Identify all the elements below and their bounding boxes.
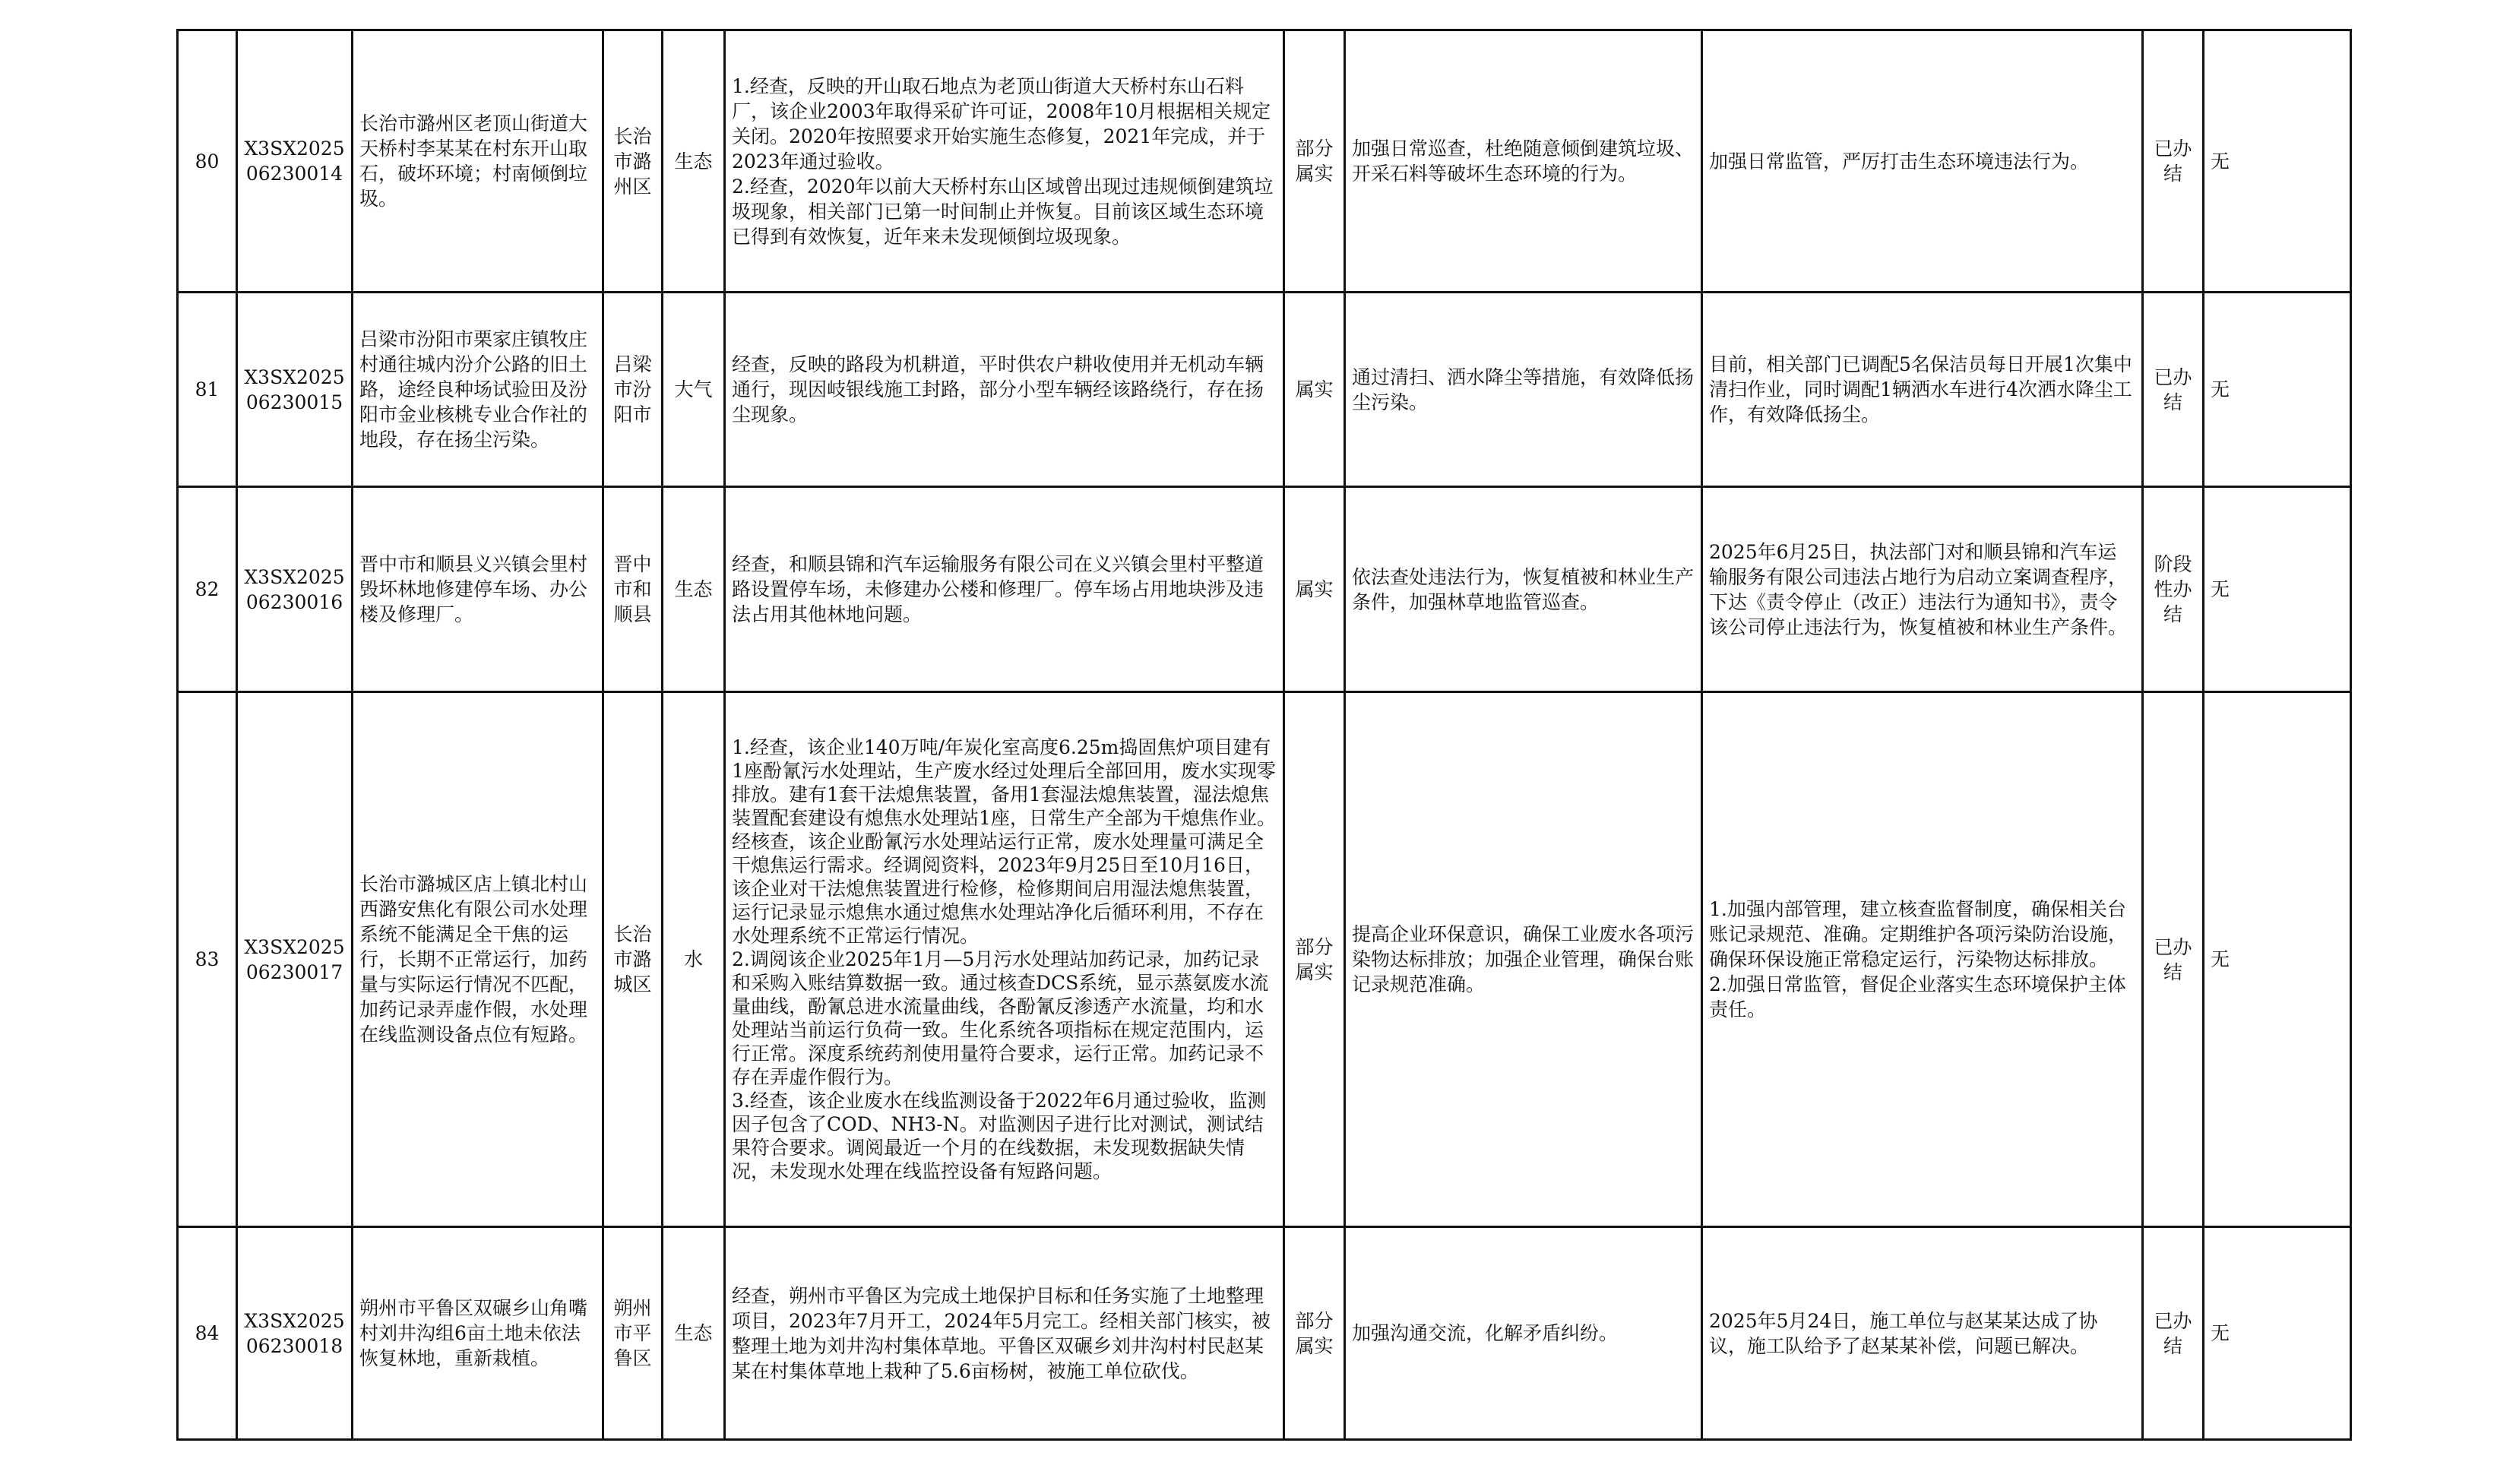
pollution-type: 生态 <box>663 487 725 692</box>
table-row <box>178 692 2351 1227</box>
rectification-progress: 目前，相关部门已调配5名保洁员每日开展1次集中清扫作业，同时调配1辆洒水车进行4次洒水降尘工作，有效降低扬尘。 <box>1702 293 2143 487</box>
investigation-finding: 1.经查，反映的开山取石地点为老顶山街道大天桥村东山石料厂，该企业2003年取得采矿许可证，2008年10月根据相关规定关闭。2020年按照要求开始实施生态修复，2021年完成，并于2023年通过验收。 2.经查，2020年以前大天桥村东山区域曾出现过违规倾倒建筑垃圾现象，相关部门已第一时间制止并恢复。目前该区域生态环境已得到有效恢复，近年来未发现倾倒垃圾现象。 <box>725 30 1284 293</box>
completion-status: 已办结 <box>2143 293 2204 487</box>
rectification-progress: 加强日常监管，严厉打击生态环境违法行为。 <box>1702 30 2143 293</box>
investigation-finding: 经查，反映的路段为机耕道，平时供农户耕收使用并无机动车辆通行，现因岐银线施工封路，部分小型车辆经该路绕行，存在扬尘现象。 <box>725 293 1284 487</box>
complaint-table <box>176 29 2352 1441</box>
accountability: 无 <box>2204 30 2351 293</box>
pollution-type: 生态 <box>663 30 725 293</box>
completion-status: 已办结 <box>2143 30 2204 293</box>
row-number: 84 <box>178 1227 237 1440</box>
investigation-finding: 经查，和顺县锦和汽车运输服务有限公司在义兴镇会里村平整道路设置停车场，未修建办公楼和修理厂。停车场占用地块涉及违法占用其他林地问题。 <box>725 487 1284 692</box>
row-number: 83 <box>178 692 237 1227</box>
administrative-area: 吕梁市汾阳市 <box>603 293 663 487</box>
completion-status: 已办结 <box>2143 692 2204 1227</box>
completion-status: 阶段性办结 <box>2143 487 2204 692</box>
handling-measures: 依法查处违法行为，恢复植被和林业生产条件，加强林草地监管巡查。 <box>1345 487 1702 692</box>
case-code: X3SX202506230015 <box>237 293 353 487</box>
verification-result: 部分属实 <box>1284 1227 1345 1440</box>
pollution-type: 大气 <box>663 293 725 487</box>
table-row <box>178 487 2351 692</box>
row-number: 80 <box>178 30 237 293</box>
case-code: X3SX202506230017 <box>237 692 353 1227</box>
accountability: 无 <box>2204 487 2351 692</box>
pollution-type: 水 <box>663 692 725 1227</box>
table-row <box>178 30 2351 293</box>
rectification-progress: 2025年5月24日，施工单位与赵某某达成了协议，施工队给予了赵某某补偿，问题已解决。 <box>1702 1227 2143 1440</box>
verification-result: 部分属实 <box>1284 692 1345 1227</box>
table-row <box>178 293 2351 487</box>
accountability: 无 <box>2204 293 2351 487</box>
case-code: X3SX202506230014 <box>237 30 353 293</box>
administrative-area: 长治市潞城区 <box>603 692 663 1227</box>
issue-description: 朔州市平鲁区双碾乡山角嘴村刘井沟组6亩土地未依法恢复林地，重新栽植。 <box>353 1227 603 1440</box>
rectification-progress: 1.加强内部管理，建立核查监督制度，确保相关台账记录规范、准确。定期维护各项污染防治设施，确保环保设施正常稳定运行，污染物达标排放。 2.加强日常监管，督促企业落实生态环境保护主体责任。 <box>1702 692 2143 1227</box>
row-number: 82 <box>178 487 237 692</box>
pollution-type: 生态 <box>663 1227 725 1440</box>
handling-measures: 加强日常巡查，杜绝随意倾倒建筑垃圾、开采石料等破坏生态环境的行为。 <box>1345 30 1702 293</box>
investigation-finding: 1.经查，该企业140万吨/年炭化室高度6.25m捣固焦炉项目建有1座酚氰污水处理站，生产废水经过处理后全部回用，废水实现零排放。建有1套干法熄焦装置，备用1套湿法熄焦装置，湿法熄焦装置配套建设有熄焦水处理站1座，日常生产全部为干熄焦作业。经核查，该企业酚氰污水处理站运行正常，废水处理量可满足全干熄焦运行需求。经调阅资料，2023年9月25日至10月16日，该企业对干法熄焦装置进行检修，检修期间启用湿法熄焦装置，运行记录显示熄焦水通过熄焦水处理站净化后循环利用，不存在水处理系统不正常运行情况。 2.调阅该企业2025年1月—5月污水处理站加药记录，加药记录和采购入账结算数据一致。通过核查DCS系统，显示蒸氨废水流量曲线，酚氰总进水流量曲线，各酚氰反渗透产水流量，均和水处理站当前运行负荷一致。生化系统各项指标在规定范围内，运行正常。深度系统药剂使用量符合要求，运行正常。加药记录不存在弄虚作假行为。 3.经查，该企业废水在线监测设备于2022年6月通过验收，监测因子包含了COD、NH3-N。对监测因子进行比对测试，测试结果符合要求。调阅最近一个月的在线数据，未发现数据缺失情况，未发现水处理在线监控设备有短路问题。 <box>725 692 1284 1227</box>
accountability: 无 <box>2204 1227 2351 1440</box>
rectification-progress: 2025年6月25日，执法部门对和顺县锦和汽车运输服务有限公司违法占地行为启动立案调查程序，下达《责令停止（改正）违法行为通知书》，责令该公司停止违法行为，恢复植被和林业生产条件。 <box>1702 487 2143 692</box>
administrative-area: 长治市潞州区 <box>603 30 663 293</box>
table-row <box>178 1227 2351 1440</box>
handling-measures: 提高企业环保意识，确保工业废水各项污染物达标排放；加强企业管理，确保台账记录规范准确。 <box>1345 692 1702 1227</box>
case-code: X3SX202506230018 <box>237 1227 353 1440</box>
issue-description: 长治市潞城区店上镇北村山西潞安焦化有限公司水处理系统不能满足全干焦的运行，长期不正常运行，加药量与实际运行情况不匹配，加药记录弄虚作假，水处理在线监测设备点位有短路。 <box>353 692 603 1227</box>
issue-description: 晋中市和顺县义兴镇会里村毁坏林地修建停车场、办公楼及修理厂。 <box>353 487 603 692</box>
issue-description: 吕梁市汾阳市栗家庄镇牧庄村通往城内汾介公路的旧土路，途经良种场试验田及汾阳市金业核桃专业合作社的地段，存在扬尘污染。 <box>353 293 603 487</box>
handling-measures: 通过清扫、洒水降尘等措施，有效降低扬尘污染。 <box>1345 293 1702 487</box>
handling-measures: 加强沟通交流，化解矛盾纠纷。 <box>1345 1227 1702 1440</box>
verification-result: 属实 <box>1284 293 1345 487</box>
row-number: 81 <box>178 293 237 487</box>
verification-result: 属实 <box>1284 487 1345 692</box>
administrative-area: 朔州市平鲁区 <box>603 1227 663 1440</box>
completion-status: 已办结 <box>2143 1227 2204 1440</box>
accountability: 无 <box>2204 692 2351 1227</box>
investigation-finding: 经查，朔州市平鲁区为完成土地保护目标和任务实施了土地整理项目，2023年7月开工，2024年5月完工。经相关部门核实，被整理土地为刘井沟村集体草地。平鲁区双碾乡刘井沟村村民赵某某在村集体草地上栽种了5.6亩杨树，被施工单位砍伐。 <box>725 1227 1284 1440</box>
administrative-area: 晋中市和顺县 <box>603 487 663 692</box>
issue-description: 长治市潞州区老顶山街道大天桥村李某某在村东开山取石，破坏环境；村南倾倒垃圾。 <box>353 30 603 293</box>
case-code: X3SX202506230016 <box>237 487 353 692</box>
verification-result: 部分属实 <box>1284 30 1345 293</box>
